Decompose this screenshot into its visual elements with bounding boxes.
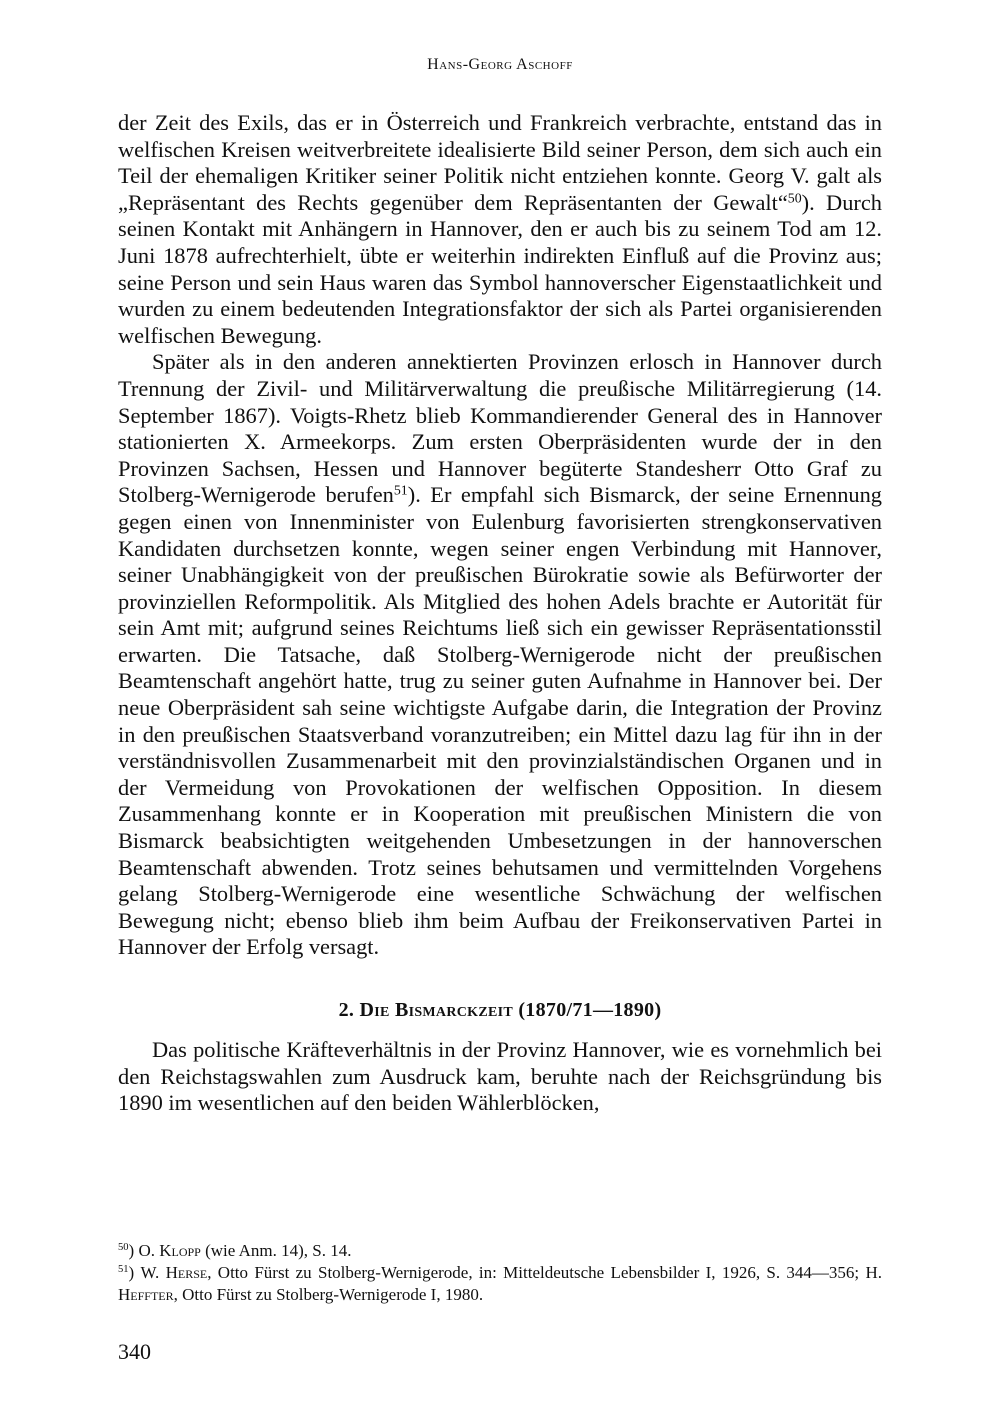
book-page <box>118 0 882 1419</box>
paragraph-1 <box>118 110 882 349</box>
footnote-text: , Otto Fürst zu Stolberg-Wernigerode, in: Mitteldeutsche Lebensbilder I, 1926, S. 344—356; <box>207 1263 866 1282</box>
paragraph-2 <box>118 349 882 961</box>
footnote-ref-51[interactable]: 51 <box>393 483 408 499</box>
footnote-mark: 50 <box>118 1242 129 1254</box>
footnote-51: $^{51}$) W. Herse, Otto Fürst zu Stolberg-Wernigerode, in: Mitteldeutsche Lebensbilder I, 1926, S. 344—356; H. Heffter, Otto Fürst zu Stolberg-Wernigerode I, 1980. <box>118 1263 883 1304</box>
paragraph-3: Das politische Kräfteverhältnis in der Provinz Hannover, wie es vornehmlich bei den Reichstagswahlen zum Ausdruck kam, beruhte nach der Reichsgründung bis 1890 im wesentlichen auf den beiden Wählerblöcken, <box>118 1037 882 1116</box>
footnote-mark: 51 <box>118 1264 129 1276</box>
section-number: 2. <box>338 999 355 1021</box>
section-dates: (1870/71—1890) <box>518 999 662 1021</box>
paragraph-2-text-continued: ). Er empfahl sich Bismarck, der seine Ernennung gegen einen von Innenminister von Eulenburg favorisierten strengkonservativen Kandidaten durchsetzen konnte, wegen seiner engen Verbindung mit Hannover, seiner Unabhängigkeit von der preußischen Bürokratie sowie als Befürworter der provinziellen Reformpolitik. Als Mitglied des hohen Adels brachte er Autorität für sein Amt mit; aufgrund seines Reichtums ließ sich ein gewisser Repräsentationsstil erwarten. Die Tatsache, daß Stolberg-Wernigerode nicht der preußischen Beamtenschaft angehört hatte, trug zu seiner guten Aufnahme in Hannover bei. Der neue Oberpräsident sah seine wichtigste Aufgabe darin, die Integration der Provinz in den preußischen Staatsverband voranzutreiben; ein Mittel dazu lag für ihn in der verständnisvollen Zusammenarbeit mit den provinzialständischen Organen und in der Vermeidung von Provokationen der welfischen Opposition. In diesem Zusammenhang konnte er in Kooperation mit preußischen Ministern die von Bismarck beabsichtigten weitgehenden Umbesetzungen in der hannoverschen Beamtenschaft abwenden. Trotz seines behutsamen und vermittelnden Vorgehens gelang Stolberg-Wernigerode eine wesentliche Schwächung der welfischen Bewegung nicht; ebenso blieb ihm beim Aufbau der Freikonservativen Partei in Hannover der Erfolg versagt. <box>118 482 882 960</box>
paragraph-1-text: der Zeit des Exils, das er in Österreich und Frankreich verbrachte, entstand das in welfischen Kreisen weitverbreitete idealisierte Bild seiner Person, dem sich auch ein Teil der ehemaligen Kritiker seiner Politik nicht entziehen konnte. Georg V. galt als „Repräsentant des Rechts gegenüber dem Repräsentanten der Gewalt“ <box>118 110 882 215</box>
paragraph-2-text: Später als in den anderen annektierten Provinzen erlosch in Hannover durch Trennung der Zivil- und Militärverwaltung die preußische Militärregierung (14. September 1867). Voigts-Rhetz blieb Kommandierender General des in Hannover stationierten X. Armeekorps. Zum ersten Oberpräsidenten wurde der in den Provinzen Sachsen, Hessen und Hannover begüterte Standesherr Otto Graf zu Stolberg-Wernigerode berufen <box>118 349 882 508</box>
footnote-author: O. Klopp <box>138 1241 201 1260</box>
footnote-ref-50[interactable]: 50 <box>787 191 802 207</box>
running-head: Hans-Georg Aschoff <box>427 56 573 73</box>
section-title: Die Bismarckzeit <box>359 999 514 1021</box>
footnote-author-2: H. Heffter <box>118 1263 883 1304</box>
body-text <box>118 110 882 1117</box>
footnote-50: $^{50}$) O. Klopp (wie Anm. 14), S. 14. <box>118 1241 352 1260</box>
footnotes <box>118 1240 882 1306</box>
footnote-author: W. Herse <box>140 1263 208 1282</box>
section-heading <box>118 997 882 1023</box>
footnote-text: (wie Anm. 14), S. 14. <box>200 1241 352 1260</box>
footnote-text-2: , Otto Fürst zu Stolberg-Wernigerode I, 1980. <box>173 1285 484 1304</box>
page-number: 340 <box>118 1339 151 1364</box>
paragraph-1-text-continued: ). Durch seinen Kontakt mit Anhängern in Hannover, den er auch bis zu seinem Tod am 12. Juni 1878 aufrechterhielt, übte er weiterhin indirekten Einfluß auf die Provinz aus; seine Person und sein Haus waren das Symbol hannoverscher Eigenstaatlichkeit und wurden zu einem bedeutenden Integrationsfaktor der sich als Partei organisierenden welfischen Bewegung. <box>118 189 882 348</box>
